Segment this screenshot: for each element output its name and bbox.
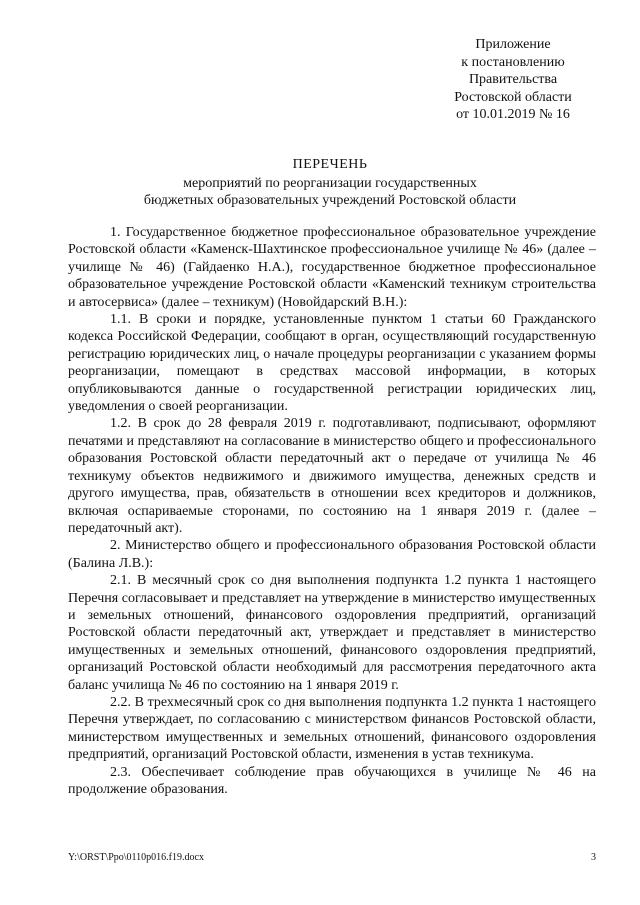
paragraph-item-1-2: 1.2. В срок до 28 февраля 2019 г. подготавливают, подписывают, оформляют печатями и представляют на согласование в министерство общего и профессионального образования Ростовской области передаточный акт о передаче от училища № 46 техникуму объектов недвижимого и движимого имущества, денежных средств и другого имущества, прав, обязательств в отношении всех кредиторов и должников, включая оспариваемые сторонами, по состоянию на 1 января 2019 г. (далее – передаточный акт).	[68, 416, 596, 536]
document-subtitle-line-1: мероприятий по реорганизации государственных	[183, 175, 477, 191]
appendix-line: Ростовской области	[454, 89, 572, 105]
file-path: Y:\ORST\Ppo\0110p016.f19.docx	[68, 852, 204, 863]
appendix-line: от 10.01.2019 № 16	[456, 107, 570, 123]
paragraph-item-2: 2. Министерство общего и профессионального образования Ростовской области (Балина Л.В.):	[68, 538, 596, 571]
paragraph-item-1-1: 1.1. В сроки и порядке, установленные пунктом 1 статьи 60 Гражданского кодекса Российской Федерации, сообщают в орган, осуществляющий государственную регистрацию юридических лиц, о начале процедуры реорганизации с указанием формы реорганизации, помещают в средствах массовой информации, в которых опубликовываются данные о государственной регистрации юридических лиц, уведомления о своей реорганизации.	[68, 312, 596, 415]
appendix-block	[420, 36, 606, 124]
paragraph-item-1: 1. Государственное бюджетное профессиональное образовательное учреждение Ростовской области «Каменск-Шахтинское профессиональное училище № 46» (далее – училище № 46) (Гайдаенко Н.А.), государственное бюджетное профессиональное образовательное учреждение Ростовской области «Каменский техникум строительства и автосервиса» (далее – техникум) (Новойдарский В.Н.):	[68, 225, 596, 310]
page-number: 3	[591, 852, 596, 863]
paragraph-item-2-1: 2.1. В месячный срок со дня выполнения подпункта 1.2 пункта 1 настоящего Перечня согласовывает и представляет на утверждение в министерство имущественных и земельных отношений, финансового оздоровления предприятий, организаций Ростовской области передаточный акт, утверждает и представляет в министерство имущественных и земельных отношений, финансового оздоровления предприятий, организаций Ростовской области необходимый для рассмотрения передаточного акта баланс училища № 46 по состоянию на 1 января 2019 г.	[68, 573, 596, 693]
document-heading	[60, 156, 600, 210]
document-title: ПЕРЕЧЕНЬ	[292, 157, 368, 172]
appendix-line: Правительства	[468, 72, 558, 88]
paragraph-item-2-2: 2.2. В трехмесячный срок со дня выполнения подпункта 1.2 пункта 1 настоящего Перечня утверждает, по согласованию с министерством финансов Ростовской области, министерством имущественных и земельных отношений, финансового оздоровления предприятий, организаций Ростовской области, изменения в устав техникума.	[68, 694, 596, 763]
appendix-line: к постановлению	[461, 54, 565, 70]
appendix-line: Приложение	[475, 37, 551, 52]
document-subtitle-line-2: бюджетных образовательных учреждений Ростовской области	[143, 193, 517, 208]
paragraph-item-2-3: 2.3. Обеспечивает соблюдение прав обучающихся в училище № 46 на продолжение образования.	[68, 764, 596, 797]
document-body	[68, 224, 596, 798]
